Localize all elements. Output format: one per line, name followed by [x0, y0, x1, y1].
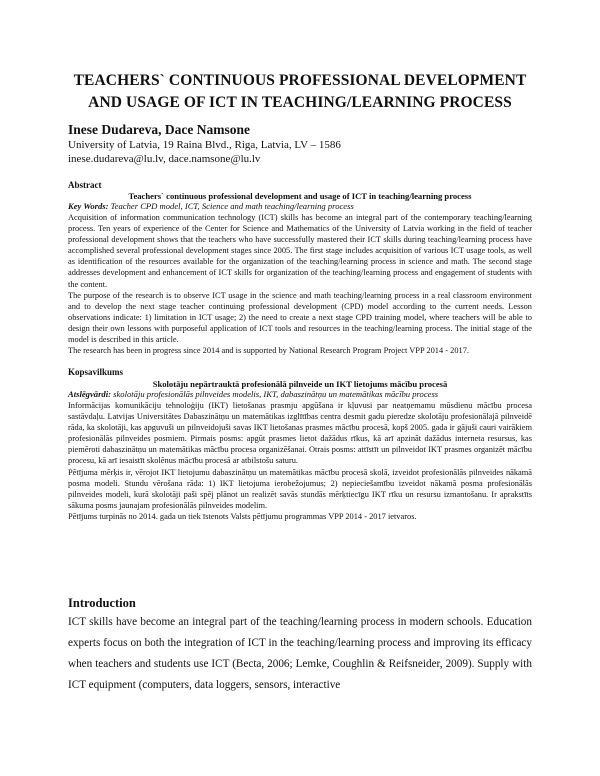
abstract-keywords	[68, 201, 538, 211]
abstract-keywords-text: Teacher CPD model, ICT, Science and math teaching/learning process	[110, 201, 354, 211]
author-emails: inese.dudareva@lu.lv, dace.namsone@lu.lv	[68, 153, 261, 165]
abstract-title: Teachers` continuous professional development and usage of ICT in teaching/learning process	[128, 191, 472, 201]
kopsavilkums-keywords-label: Atslēgvārdi:	[68, 389, 111, 399]
kopsavilkums-title: Skolotāju nepārtrauktā profesionālā pilnveide un IKT lietojums mācību procesā	[152, 379, 448, 389]
abstract-paragraph-2: The purpose of the research is to observe ICT usage in the science and math teaching/learning process in a real classroom environment and to develop the next stage teacher continuing professional development (CPD) model according to the current needs. Lesson observations indicate: 1) limitation in ICT usage; 2) the need to create a next stage CPD training model, where teachers will be able to design their own lessons with purposeful application of ICT tools and resources in the teaching/learning process. The initial stage of the model is described in this article.	[68, 290, 532, 345]
abstract-label: Abstract	[68, 180, 102, 190]
abstract-body	[68, 212, 532, 356]
kopsavilkums-body	[68, 400, 532, 522]
kopsavilkums-label: Kopsavilkums	[68, 367, 124, 377]
abstract-paragraph-1: Acquisition of information communication technology (ICT) skills has become an integral part of the contemporary teaching/learning process. Ten years of experience of the Center for Science and Mathematics of the University of Latvia working in the field of teacher professional development shows that the teachers who have successfully mastered their ICT skills during teaching/learning process have accomplished several professional development stages since 2005. The first stage includes acquisition of various ICT usage tools, as well as identification of the resources available for the organization of the teaching/learning process in science and math. The second stage addresses development and enhancement of ICT skills for organization of the teaching/learning process and engagement of students with the content.	[68, 213, 532, 289]
introduction-heading: Introduction	[68, 596, 136, 610]
kopsavilkums-paragraph-1: Informācijas komunikāciju tehnoloģiju (IKT) lietošanas prasmju apgūšana ir kļuvusi par neatņemamu mūsdienu mācību procesa sastāvdaļu. Latvijas Universitātes Dabaszinātņu un matemātikas izglītības centra desmit gadu pieredze skolotāju profesionālajā pilnveidē rāda, ka skolotāji, kas apguvuši un pilnveidojuši savas IKT lietošanas prasmes mācību procesā, kopš 2005. gada ir gājuši cauri vairākiem profesionālās pilnveides posmiem. Pirmais posms: apgūt prasmes lietot dažādus rīkus, kā arī apzināt dažādus interneta resursus, kas piemēroti dabaszinātņu un matemātikas mācību procesa organizēšanai. Otrais posms: attīstīt un pilnveidot IKT prasmes organizēt mācību procesu, kā arī iesaistīt skolēnus mācību procesā ar atbilstošu saturu.	[68, 401, 532, 466]
kopsavilkums-keywords-text: skolotāju profesionālās pilnveides modelis, IKT, dabaszinātņu un matemātikas mācību process	[113, 389, 439, 399]
kopsavilkums-paragraph-2: Pētījuma mērķis ir, vērojot IKT lietojumu dabaszinātņu un matemātikas mācību procesā skolā, izveidot profesionālās pilnveides nākamā posma modeli. Stundu vērošana rāda: 1) IKT lietojuma ierobežojumus; 2) nepieciešamību izveidot nākamā posma profesionālās pilnveides modeli, kurā skolotāji paši spēj plānot un realizēt savās stundās mērķtiecīgu IKT rīku un resursu izmantošanu. Ir aprakstīts sākuma posms jaunajam profesionālās pilnveides modelim.	[68, 467, 532, 510]
kopsavilkums-paragraph-3: Pētījums turpinās no 2014. gada un tiek īstenots Valsts pētījumu programmas VPP 2014 - 2017 ietvaros.	[68, 511, 417, 521]
title-line-2: AND USAGE OF ICT IN TEACHING/LEARNING PROCESS	[88, 94, 512, 111]
affiliation: University of Latvia, 19 Raina Blvd., Riga, Latvia, LV – 1586	[68, 139, 341, 151]
kopsavilkums-keywords	[68, 389, 538, 399]
introduction-body	[68, 612, 532, 696]
introduction-paragraph: ICT skills have become an integral part of the teaching/learning process in modern schools. Education experts focus on both the integration of ICT in the teaching/learning process and improving its efficacy when teachers and students use ICT (Becta, 2006; Lemke, Coughlin & Reifsneider, 2009). Supply with ICT equipment (computers, data loggers, sensors, interactive	[68, 616, 532, 691]
title-line-1: TEACHERS` CONTINUOUS PROFESSIONAL DEVELOPMENT	[73, 72, 527, 89]
authors: Inese Dudareva, Dace Namsone	[68, 122, 250, 137]
abstract-paragraph-3: The research has been in progress since 2014 and is supported by National Research Program Project VPP 2014 - 2017.	[68, 346, 469, 356]
abstract-keywords-label: Key Words:	[68, 201, 109, 211]
paper-title	[40, 70, 560, 114]
